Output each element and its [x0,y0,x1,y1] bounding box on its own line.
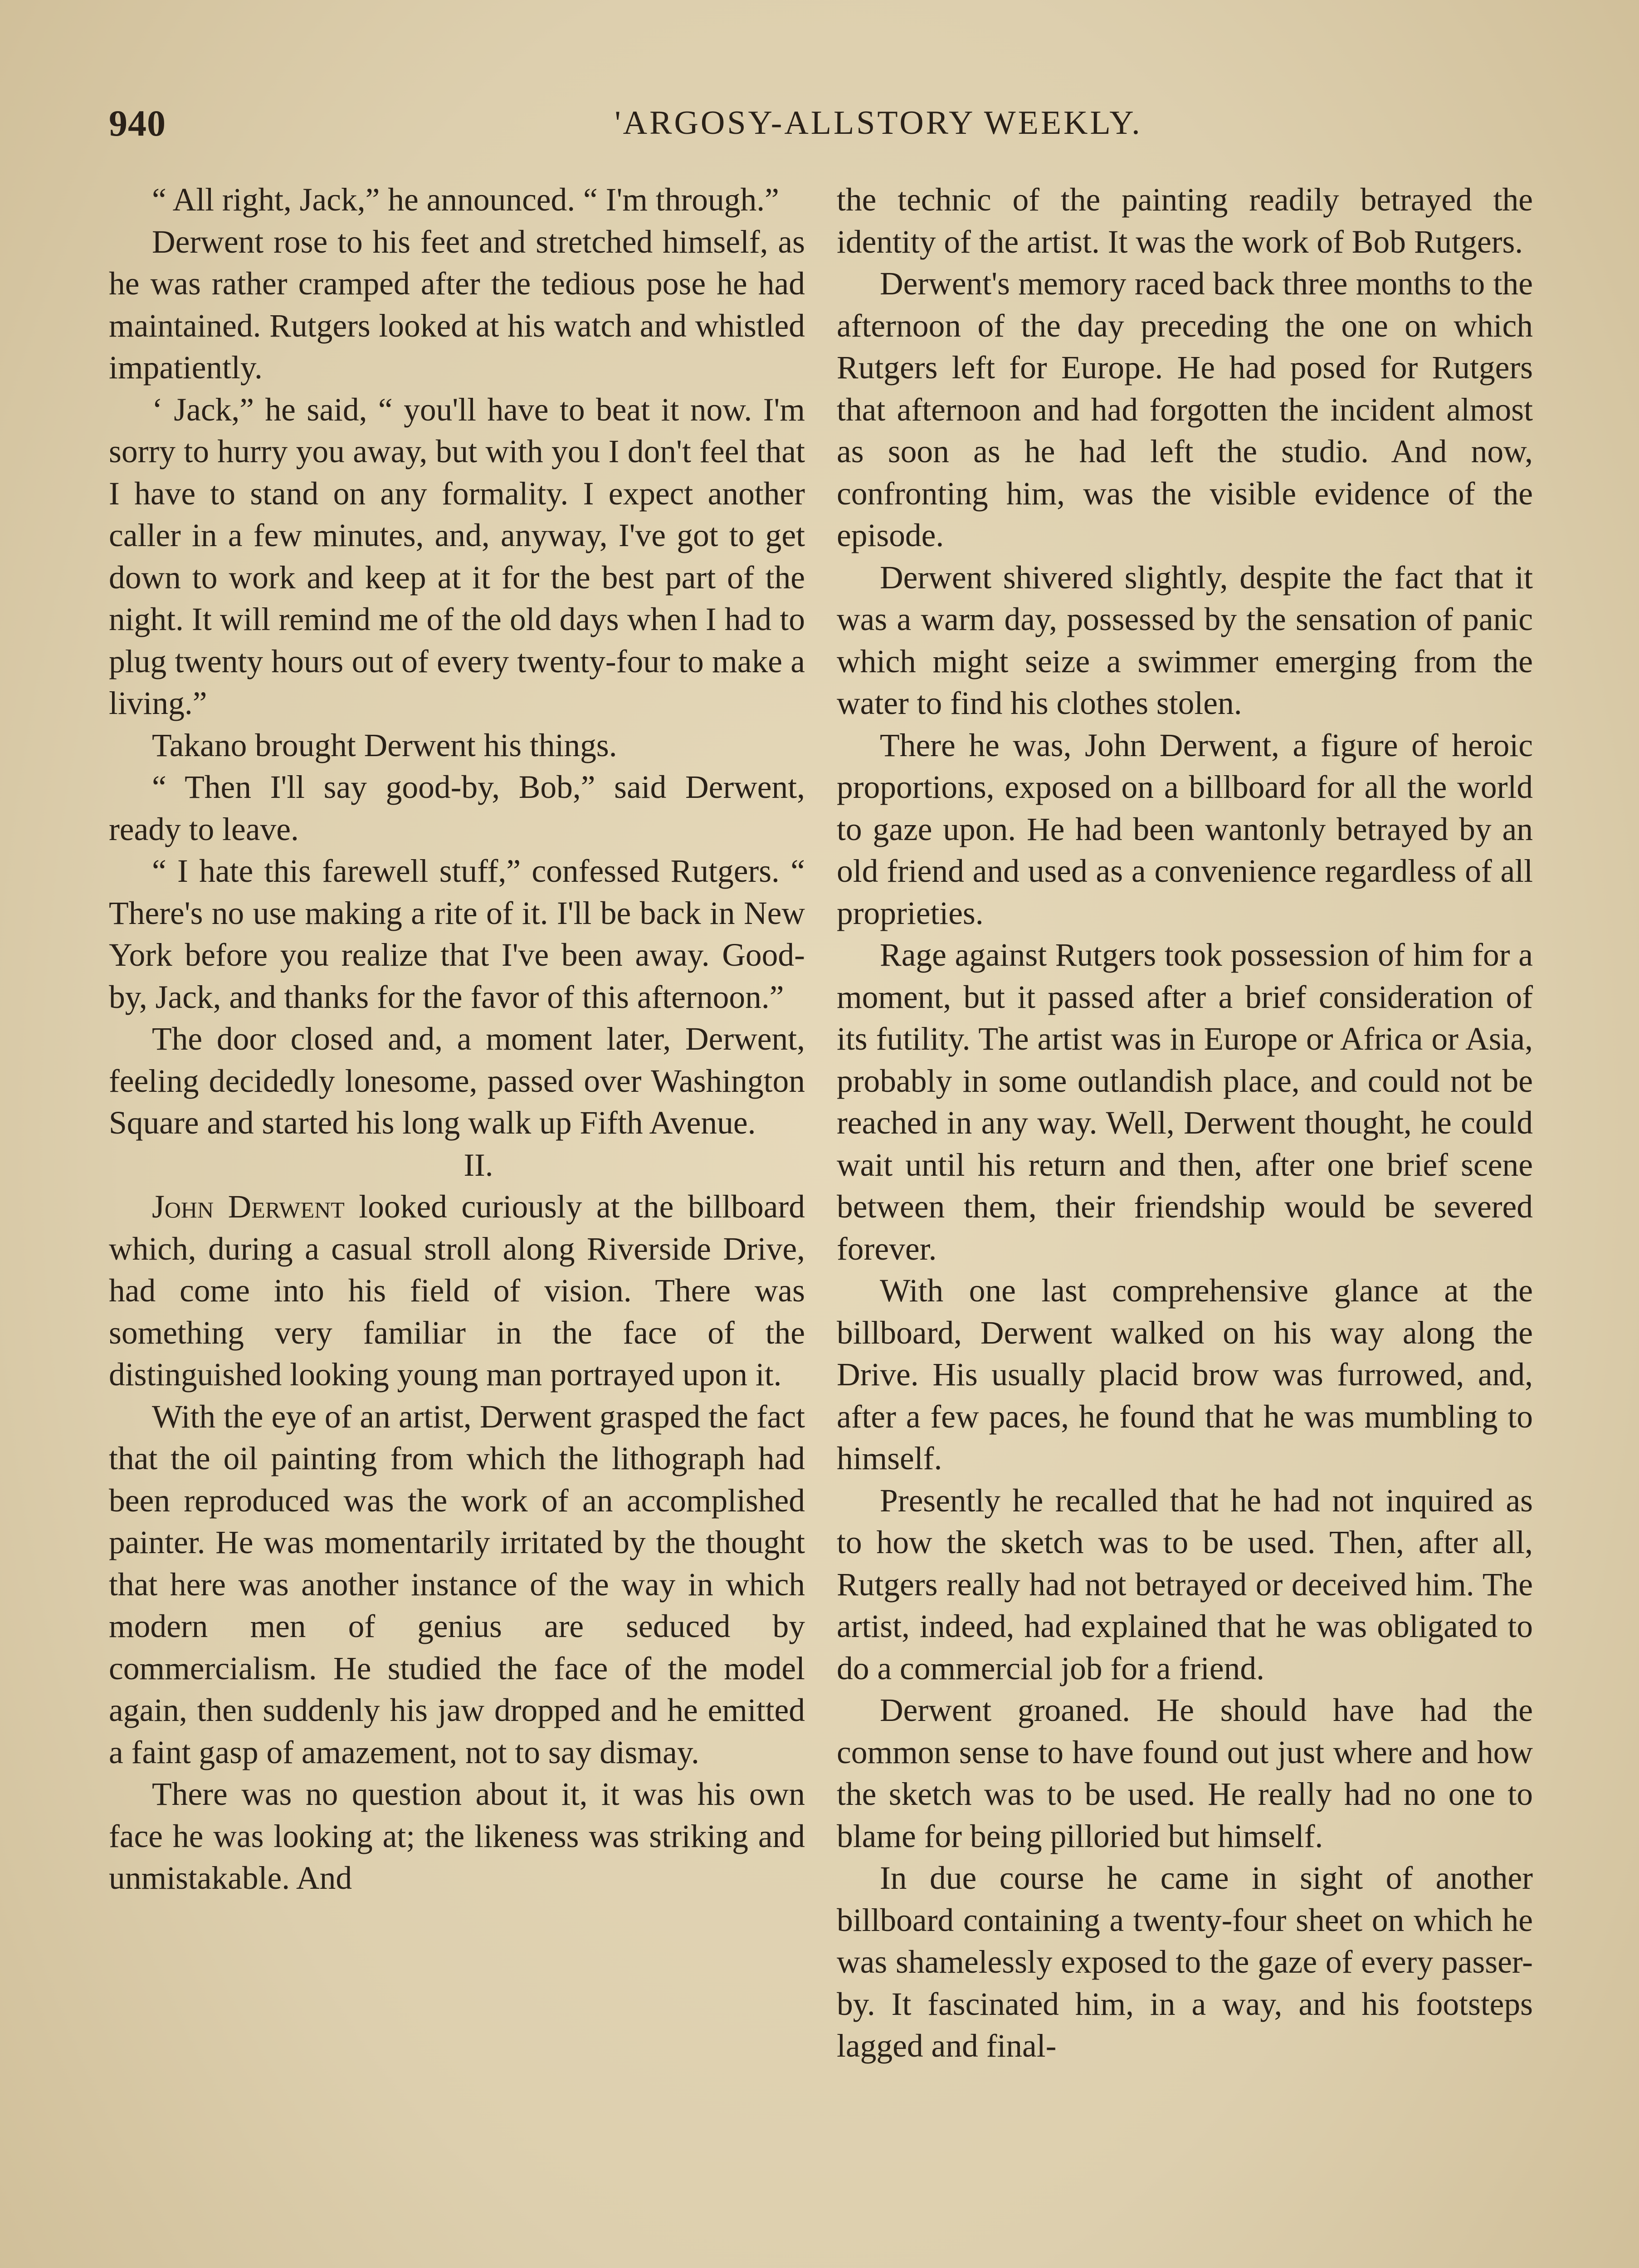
paragraph: “ I hate this farewell stuff,” confessed Rutgers. “ There's no use making a rite of it. I'll be back in New York before you realize that I've been away. Good-by, Jack, and thanks for the favor of this afternoon.” [109,853,805,1015]
paragraph: Derwent rose to his feet and stretched himself, as he was rather cramped after the tedious pose he had maintained. Rutgers looked at his watch and whistled impatiently. [109,224,805,386]
paragraph: Takano brought Derwent his things. [152,727,617,763]
paragraph: With one last comprehensive glance at the billboard, Derwent walked on his way along the Drive. His usually placid brow was furrowed, and, after a few paces, he found that he was mumbling to himself. [837,1273,1533,1476]
section-heading: II. [463,1147,493,1183]
paragraph: Presently he recalled that he had not inquired as to how the sketch was to be used. Then, after all, Rutgers really had not betrayed or deceived him. The artist, indeed, had explained that he was obligated to do a commercial job for a friend. [837,1482,1533,1686]
paragraph: Derwent shivered slightly, despite the fact that it was a warm day, possessed by the sensation of panic which might seize a swimmer emerging from the water to find his clothes stolen. [837,559,1533,721]
paragraph [109,1186,805,1396]
running-title: 'ARGOSY-ALLSTORY WEEKLY. [615,104,1142,142]
right-column [837,179,1533,2068]
paragraph: Rage against Rutgers took possession of him for a moment, but it passed after a brief consideration of its futility. The artist was in Europe or Africa or Asia, probably in some outlandish place, and could not be reached in any way. Well, Derwent thought, he could wait until his return and then, after one brief scene between them, their friendship would be severed forever. [837,937,1533,1267]
paragraph: “ Then I'll say good-by, Bob,” said Derwent, ready to leave. [109,769,805,847]
page-header [109,102,1530,156]
paragraph: There he was, John Derwent, a figure of heroic proportions, exposed on a billboard for all the world to gaze upon. He had been wantonly betrayed by an old friend and used as a convenience regardless of all proprieties. [837,727,1533,931]
paragraph: Derwent's memory raced back three months to the afternoon of the day preceding the one on which Rutgers left for Europe. He had posed for Rutgers that afternoon and had forgotten the incident almost as soon as he had left the studio. And now, confronting him, was the visible evidence of the episode. [837,266,1533,553]
paragraph: ‘ Jack,” he said, “ you'll have to beat it now. I'm sorry to hurry you away, but with you I don't feel that I have to stand on any formality. I expect another caller in a few minutes, and, anyway, I've got to get down to work and keep at it for the best part of the night. It will remind me of the old days when I had to plug twenty hours out of every twenty-four to make a living.” [109,391,805,721]
paragraph: The door closed and, a moment later, Derwent, feeling decidedly lonesome, passed over Washington Square and started his long walk up Fifth Avenue. [109,1021,805,1141]
left-column [109,179,805,1900]
paragraph: “ All right, Jack,” he announced. “ I'm through.” [152,182,779,218]
paragraph-lead-smallcaps: John Derwent [152,1189,345,1225]
paragraph-text: looked curiously at the billboard which, during a casual stroll along Riverside Drive, had come into his field of vision. There was something very familiar in the face of the distinguished looking young man portrayed upon it. [109,1189,805,1393]
paragraph: In due course he came in sight of another billboard containing a twenty-four sheet on which he was shamelessly exposed to the gaze of every passer-by. It fascinated him, in a way, and his footsteps lagged and final- [837,1860,1533,2064]
paragraph: the technic of the painting readily betrayed the identity of the artist. It was the work of Bob Rutgers. [837,182,1533,260]
paragraph: With the eye of an artist, Derwent grasped the fact that the oil painting from which the lithograph had been reproduced was the work of an accomplished painter. He was momentarily irritated by the thought that here was another instance of the way in which modern men of genius are seduced by commercialism. He studied the face of the model again, then suddenly his jaw dropped and he emitted a faint gasp of amazement, not to say dismay. [109,1398,805,1770]
paragraph: Derwent groaned. He should have had the common sense to have found out just where and how the sketch was to be used. He really had no one to blame for being pilloried but himself. [837,1692,1533,1854]
paragraph: There was no question about it, it was his own face he was looking at; the likeness was striking and unmistakable. And [109,1776,805,1896]
page-number: 940 [109,103,166,144]
